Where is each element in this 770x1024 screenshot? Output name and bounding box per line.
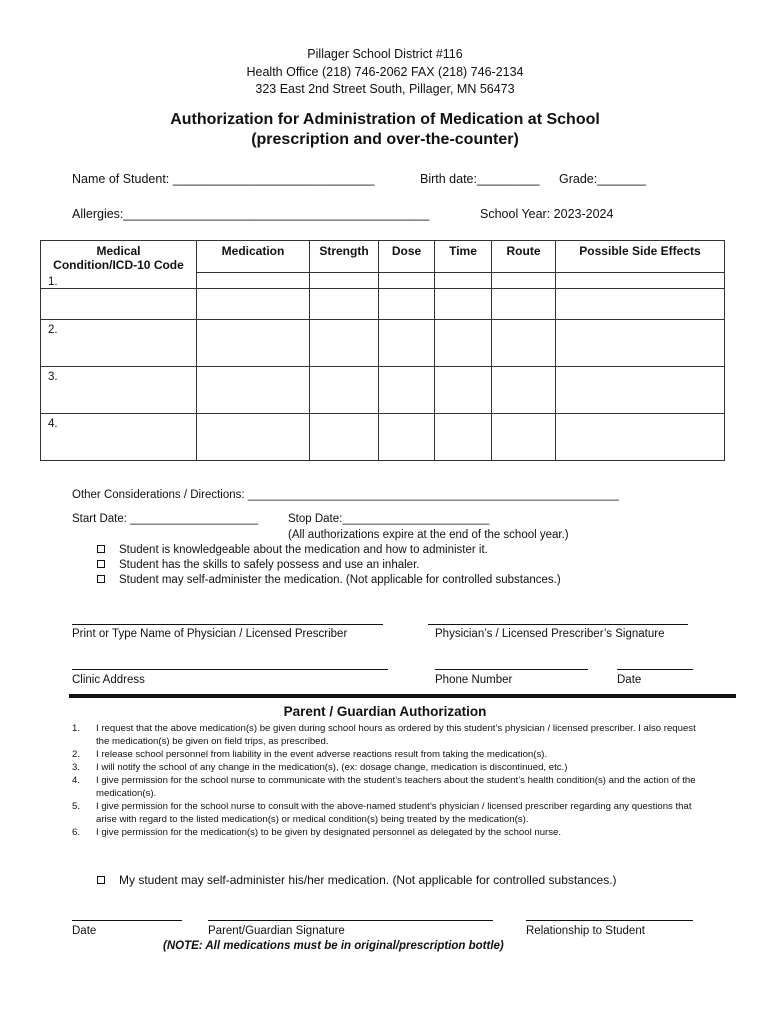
student-name-field[interactable]: Name of Student: _____________________________ — [72, 172, 375, 186]
cell-side-effects[interactable] — [556, 273, 725, 320]
cell-time[interactable] — [435, 273, 492, 320]
cell-condition[interactable] — [41, 320, 197, 367]
list-item — [72, 800, 702, 826]
form-title: Authorization for Administration of Medication at School — [170, 111, 600, 128]
item-number: 2. — [72, 749, 81, 760]
form-subtitle: (prescription and over-the-counter) — [251, 131, 519, 148]
relationship-label: Relationship to Student — [526, 925, 645, 937]
cell-strength[interactable] — [310, 320, 379, 367]
parent-signature-label: Parent/Guardian Signature — [208, 925, 345, 937]
allergies-field[interactable]: Allergies:____________________________________________ — [72, 207, 430, 221]
cell-condition[interactable] — [41, 414, 197, 461]
cell-dose[interactable] — [379, 414, 435, 461]
parent-section-heading: Parent / Guardian Authorization — [283, 704, 487, 719]
list-item — [72, 826, 702, 839]
item-text: I give permission for the school nurse to consult with the above-named student’s physician / licensed prescriber regarding any questions that arise with regard to the listed medication(s) or medical condition(s) being treated by the medication(s). — [96, 801, 692, 825]
item-text: I request that the above medication(s) be given during school hours as ordered by this student’s physician / licensed prescriber. I also request the medication(s) be given on field trips, as prescribed. — [96, 723, 696, 747]
medication-table-body — [40, 272, 725, 461]
parent-date-line[interactable] — [72, 920, 182, 921]
row-number-4: 4. — [48, 418, 58, 430]
header-medical-condition-line2: Condition/ICD-10 Code — [53, 258, 184, 272]
phone-number-line[interactable] — [435, 669, 588, 670]
physician-name-label: Print or Type Name of Physician / Licensed Prescriber — [72, 628, 348, 640]
phone-number-label: Phone Number — [435, 674, 513, 686]
cell-route[interactable] — [492, 320, 556, 367]
header-strength: Strength — [310, 241, 379, 289]
table-row — [41, 320, 725, 367]
cell-route[interactable] — [492, 273, 556, 320]
physician-date-label: Date — [617, 674, 642, 686]
other-considerations-field[interactable]: Other Considerations / Directions: __________________________________________________________ — [72, 489, 619, 501]
clinic-address-label: Clinic Address — [72, 674, 145, 686]
row-number-1: 1. — [48, 276, 58, 288]
item-number: 6. — [72, 827, 81, 838]
table-row — [41, 273, 725, 320]
parent-self-admin-label: My student may self-administer his/her medication. (Not applicable for controlled substances.) — [119, 873, 617, 887]
birth-date-field[interactable]: Birth date:_________ — [420, 172, 540, 186]
checkbox-inhaler[interactable] — [97, 560, 105, 568]
item-number: 1. — [72, 723, 81, 734]
cell-strength[interactable] — [310, 273, 379, 320]
cell-side-effects[interactable] — [556, 414, 725, 461]
table-row — [41, 414, 725, 461]
physician-date-line[interactable] — [617, 669, 693, 670]
header-route: Route — [492, 241, 556, 289]
physician-signature-line[interactable] — [428, 624, 688, 625]
checkbox-parent-self-admin[interactable] — [97, 876, 105, 884]
cell-medication[interactable] — [197, 320, 310, 367]
cell-strength[interactable] — [310, 367, 379, 414]
header-medical-condition-line1: Medical — [96, 244, 141, 258]
list-item — [72, 748, 702, 761]
header-dose: Dose — [379, 241, 435, 289]
expiration-note: (All authorizations expire at the end of the school year.) — [288, 529, 569, 541]
relationship-line[interactable] — [526, 920, 693, 921]
cell-time[interactable] — [435, 320, 492, 367]
header-medication: Medication — [197, 241, 310, 289]
parent-signature-line[interactable] — [208, 920, 493, 921]
cell-dose[interactable] — [379, 320, 435, 367]
check-label-knowledgeable: Student is knowledgeable about the medication and how to administer it. — [119, 544, 488, 556]
cell-medication[interactable] — [197, 273, 310, 320]
grade-field[interactable]: Grade:_______ — [559, 172, 646, 186]
cell-condition[interactable] — [41, 367, 197, 414]
cell-time[interactable] — [435, 414, 492, 461]
cell-strength[interactable] — [310, 414, 379, 461]
section-divider — [69, 694, 736, 698]
check-row-self-administer — [97, 574, 561, 586]
cell-side-effects[interactable] — [556, 367, 725, 414]
check-label-self-administer: Student may self-administer the medication. (Not applicable for controlled substances.) — [119, 574, 561, 586]
physician-signature-label: Physician’s / Licensed Prescriber’s Signature — [435, 628, 665, 640]
list-item — [72, 761, 702, 774]
cell-route[interactable] — [492, 367, 556, 414]
cell-route[interactable] — [492, 414, 556, 461]
checkbox-knowledgeable[interactable] — [97, 545, 105, 553]
check-label-inhaler: Student has the skills to safely possess and use an inhaler. — [119, 559, 420, 571]
row-number-3: 3. — [48, 371, 58, 383]
list-item — [72, 722, 702, 748]
cell-side-effects[interactable] — [556, 320, 725, 367]
cell-dose[interactable] — [379, 367, 435, 414]
item-text: I give permission for the medication(s) to be given by designated personnel as delegated by the school nurse. — [96, 827, 562, 838]
item-number: 4. — [72, 775, 81, 786]
physician-name-line[interactable] — [72, 624, 383, 625]
item-number: 3. — [72, 762, 81, 773]
checkbox-self-administer[interactable] — [97, 575, 105, 583]
parent-self-admin-row — [97, 873, 617, 887]
check-row-inhaler — [97, 559, 419, 571]
parent-authorization-list — [72, 722, 702, 839]
item-text: I give permission for the school nurse to communicate with the student’s teachers about the student’s health condition(s) and the action of the medication(s). — [96, 775, 696, 799]
district-address: 323 East 2nd Street South, Pillager, MN 56473 — [255, 82, 515, 96]
cell-dose[interactable] — [379, 273, 435, 320]
cell-medication[interactable] — [197, 367, 310, 414]
header-time: Time — [435, 241, 492, 289]
parent-date-label: Date — [72, 925, 97, 937]
header-side-effects: Possible Side Effects — [556, 241, 725, 289]
item-number: 5. — [72, 801, 81, 812]
row-number-2: 2. — [48, 324, 58, 336]
district-name: Pillager School District #116 — [307, 47, 463, 61]
bottle-note: (NOTE: All medications must be in original/prescription bottle) — [163, 940, 504, 952]
list-item — [72, 774, 702, 800]
start-date-field[interactable]: Start Date: ____________________ — [72, 513, 259, 525]
cell-time[interactable] — [435, 367, 492, 414]
item-text: I release school personnel from liability in the event adverse reactions result from taking the medication(s). — [96, 749, 548, 760]
check-row-knowledgeable — [97, 544, 488, 556]
cell-condition[interactable] — [41, 273, 197, 320]
item-text: I will notify the school of any change in the medication(s), (ex: dosage change, medication is discontinued, etc.) — [96, 762, 568, 773]
clinic-address-line[interactable] — [72, 669, 388, 670]
health-office-contact: Health Office (218) 746-2062 FAX (218) 746-2134 — [246, 65, 524, 79]
cell-medication[interactable] — [197, 414, 310, 461]
school-year: School Year: 2023-2024 — [480, 207, 614, 221]
stop-date-field[interactable]: Stop Date:_______________________ — [288, 513, 490, 525]
table-row — [41, 367, 725, 414]
